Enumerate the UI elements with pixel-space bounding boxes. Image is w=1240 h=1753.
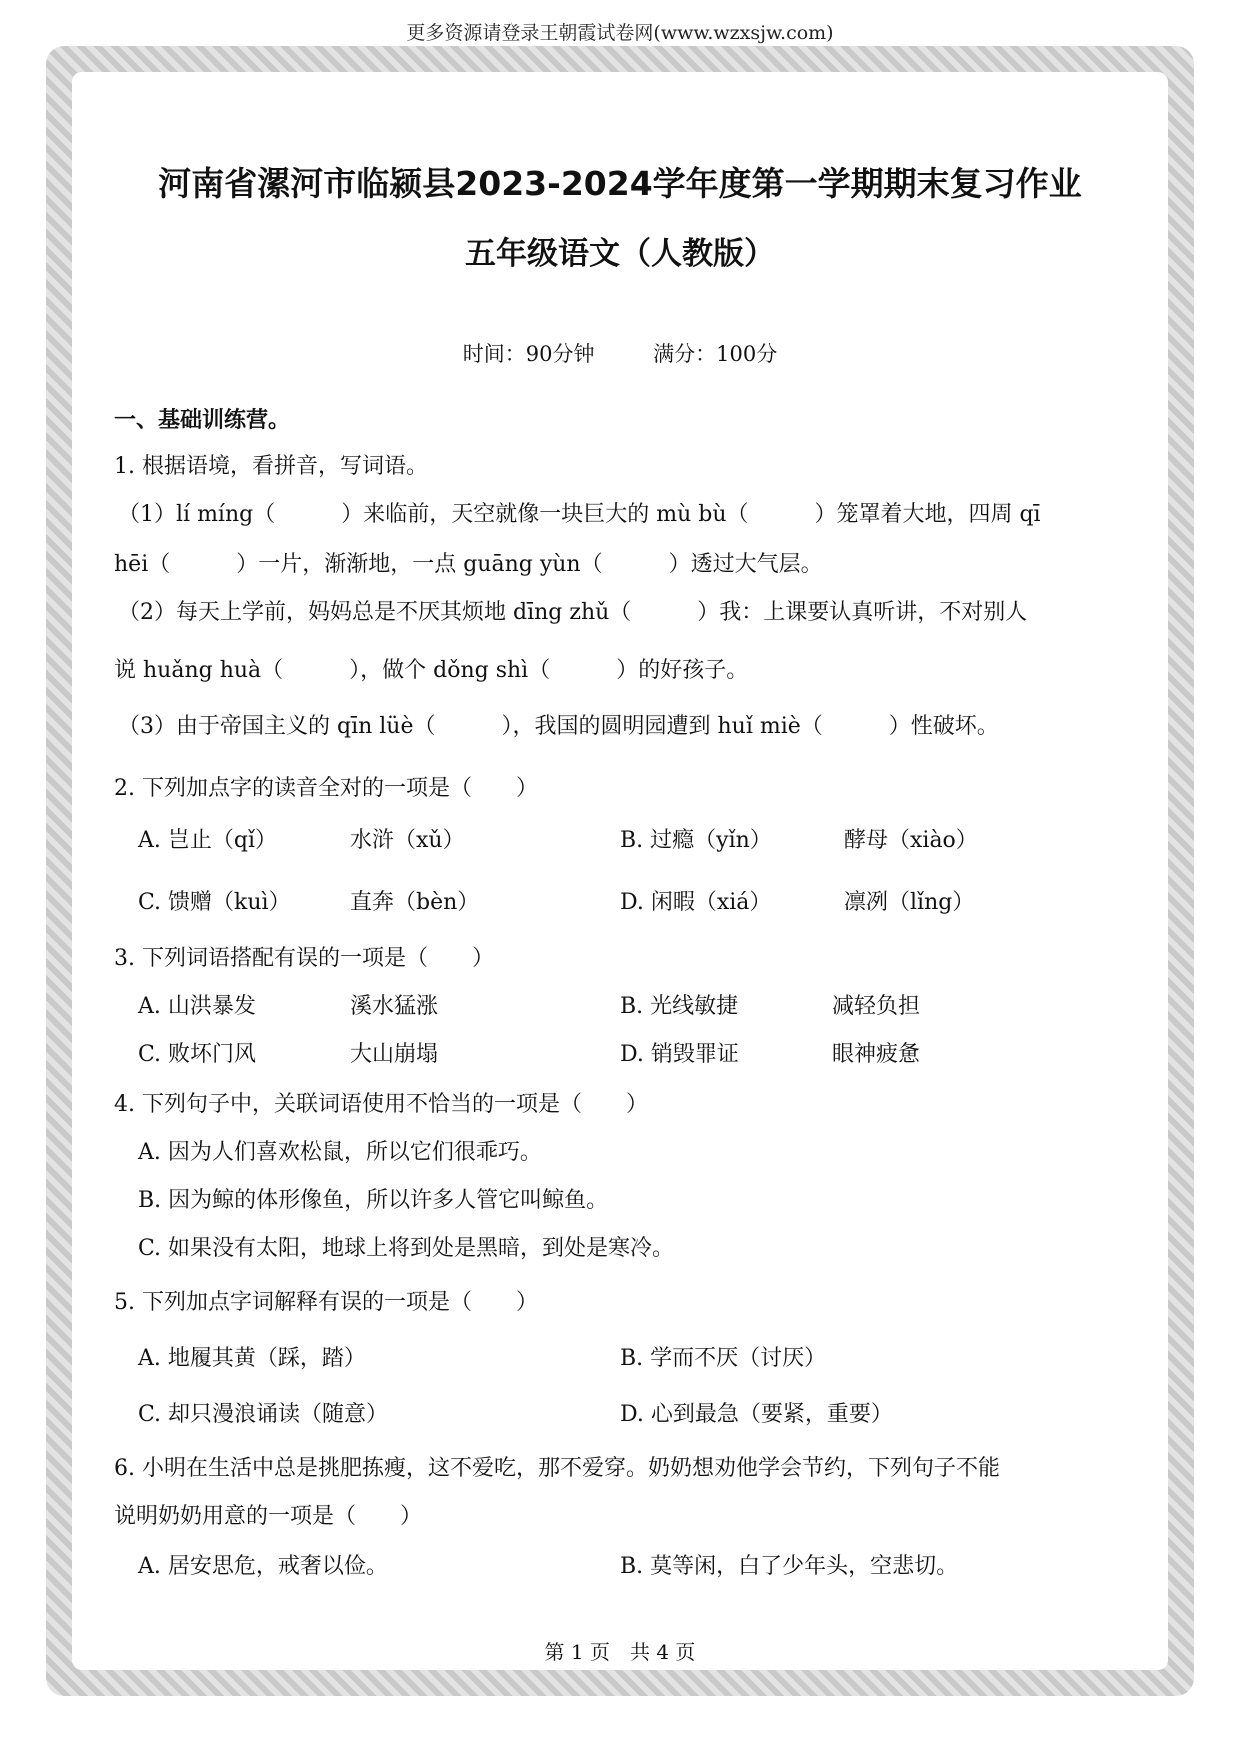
page-footer: 第 1 页 共 4 页 — [544, 1640, 696, 1664]
q4-stem: 4. 下列句子中，关联词语使用不恰当的一项是（ ） — [114, 1092, 648, 1117]
q2-option-d2: 凛冽（lǐng） — [844, 890, 975, 915]
q6-option-b: B. 莫等闲，白了少年头，空悲切。 — [620, 1554, 959, 1579]
q3-option-a2: 溪水猛涨 — [350, 994, 439, 1019]
watermark: 更多资源请登录王朝霞试卷网(www.wzxsjw.com) — [406, 22, 834, 44]
q1-part2-line1: （2）每天上学前，妈妈总是不厌其烦地 dīng zhǔ（ ）我：上课要认真听讲，不对别人 — [118, 600, 1028, 625]
section-heading: 一、基础训练营。 — [114, 408, 291, 433]
paper-area — [72, 72, 1168, 1670]
q3-option-c1: C. 败坏门风 — [138, 1042, 257, 1067]
q3-option-d2: 眼神疲惫 — [832, 1042, 921, 1067]
q5-option-a: A. 地履其黄（踩，踏） — [138, 1346, 366, 1371]
q2-stem: 2. 下列加点字的读音全对的一项是（ ） — [114, 776, 538, 801]
page-title: 河南省漯河市临颍县2023-2024学年度第一学期期末复习作业 — [158, 164, 1082, 203]
q3-option-b1: B. 光线敏捷 — [620, 994, 739, 1019]
q2-option-c1: C. 馈赠（kuì） — [138, 890, 291, 915]
q2-option-c2: 直奔（bèn） — [350, 890, 480, 915]
exam-meta — [0, 338, 1240, 368]
exam-score: 满分：100分 — [653, 342, 778, 366]
q1-part3: （3）由于帝国主义的 qīn lüè（ ），我国的圆明园遭到 huǐ miè（ ）性破坏。 — [118, 714, 999, 739]
q6-stem-line2: 说明奶奶用意的一项是（ ） — [114, 1504, 423, 1529]
q2-option-a1: A. 岂止（qǐ） — [138, 828, 277, 853]
q6-stem-line1: 6. 小明在生活中总是挑肥拣瘦，这不爱吃，那不爱穿。奶奶想劝他学会节约，下列句子不能 — [114, 1456, 1000, 1481]
q5-option-c: C. 却只漫浪诵读（随意） — [138, 1402, 389, 1427]
exam-time: 时间：90分钟 — [462, 342, 595, 366]
q4-option-c: C. 如果没有太阳，地球上将到处是黑暗，到处是寒冷。 — [138, 1236, 675, 1261]
q1-part2-line2: 说 huǎng huà（ ），做个 dǒng shì（ ）的好孩子。 — [114, 658, 749, 683]
q2-option-b2: 酵母（xiào） — [844, 828, 978, 853]
q3-option-d1: D. 销毁罪证 — [620, 1042, 739, 1067]
q5-option-d: D. 心到最急（要紧，重要） — [620, 1402, 893, 1427]
q5-option-b: B. 学而不厌（讨厌） — [620, 1346, 827, 1371]
q2-option-d1: D. 闲暇（xiá） — [620, 890, 772, 915]
q1-part1-line1: （1）lí míng（ ）来临前，天空就像一块巨大的 mù bù（ ）笼罩着大地，四周 qī — [118, 502, 1041, 527]
q6-option-a: A. 居安思危，戒奢以俭。 — [138, 1554, 388, 1579]
q4-option-a: A. 因为人们喜欢松鼠，所以它们很乖巧。 — [138, 1140, 542, 1165]
q3-stem: 3. 下列词语搭配有误的一项是（ ） — [114, 946, 494, 971]
q5-stem: 5. 下列加点字词解释有误的一项是（ ） — [114, 1290, 538, 1315]
q4-option-b: B. 因为鲸的体形像鱼，所以许多人管它叫鲸鱼。 — [138, 1188, 609, 1213]
q2-option-b1: B. 过瘾（yǐn） — [620, 828, 772, 853]
q2-option-a2: 水浒（xǔ） — [350, 828, 465, 853]
q3-option-a1: A. 山洪暴发 — [138, 994, 256, 1019]
page-subtitle: 五年级语文（人教版） — [465, 236, 775, 272]
q3-option-c2: 大山崩塌 — [350, 1042, 439, 1067]
q1-part1-line2: hēi（ ）一片，渐渐地，一点 guāng yùn（ ）透过大气层。 — [114, 552, 823, 577]
q1-stem: 1. 根据语境，看拼音，写词语。 — [114, 454, 428, 479]
q3-option-b2: 减轻负担 — [832, 994, 921, 1019]
